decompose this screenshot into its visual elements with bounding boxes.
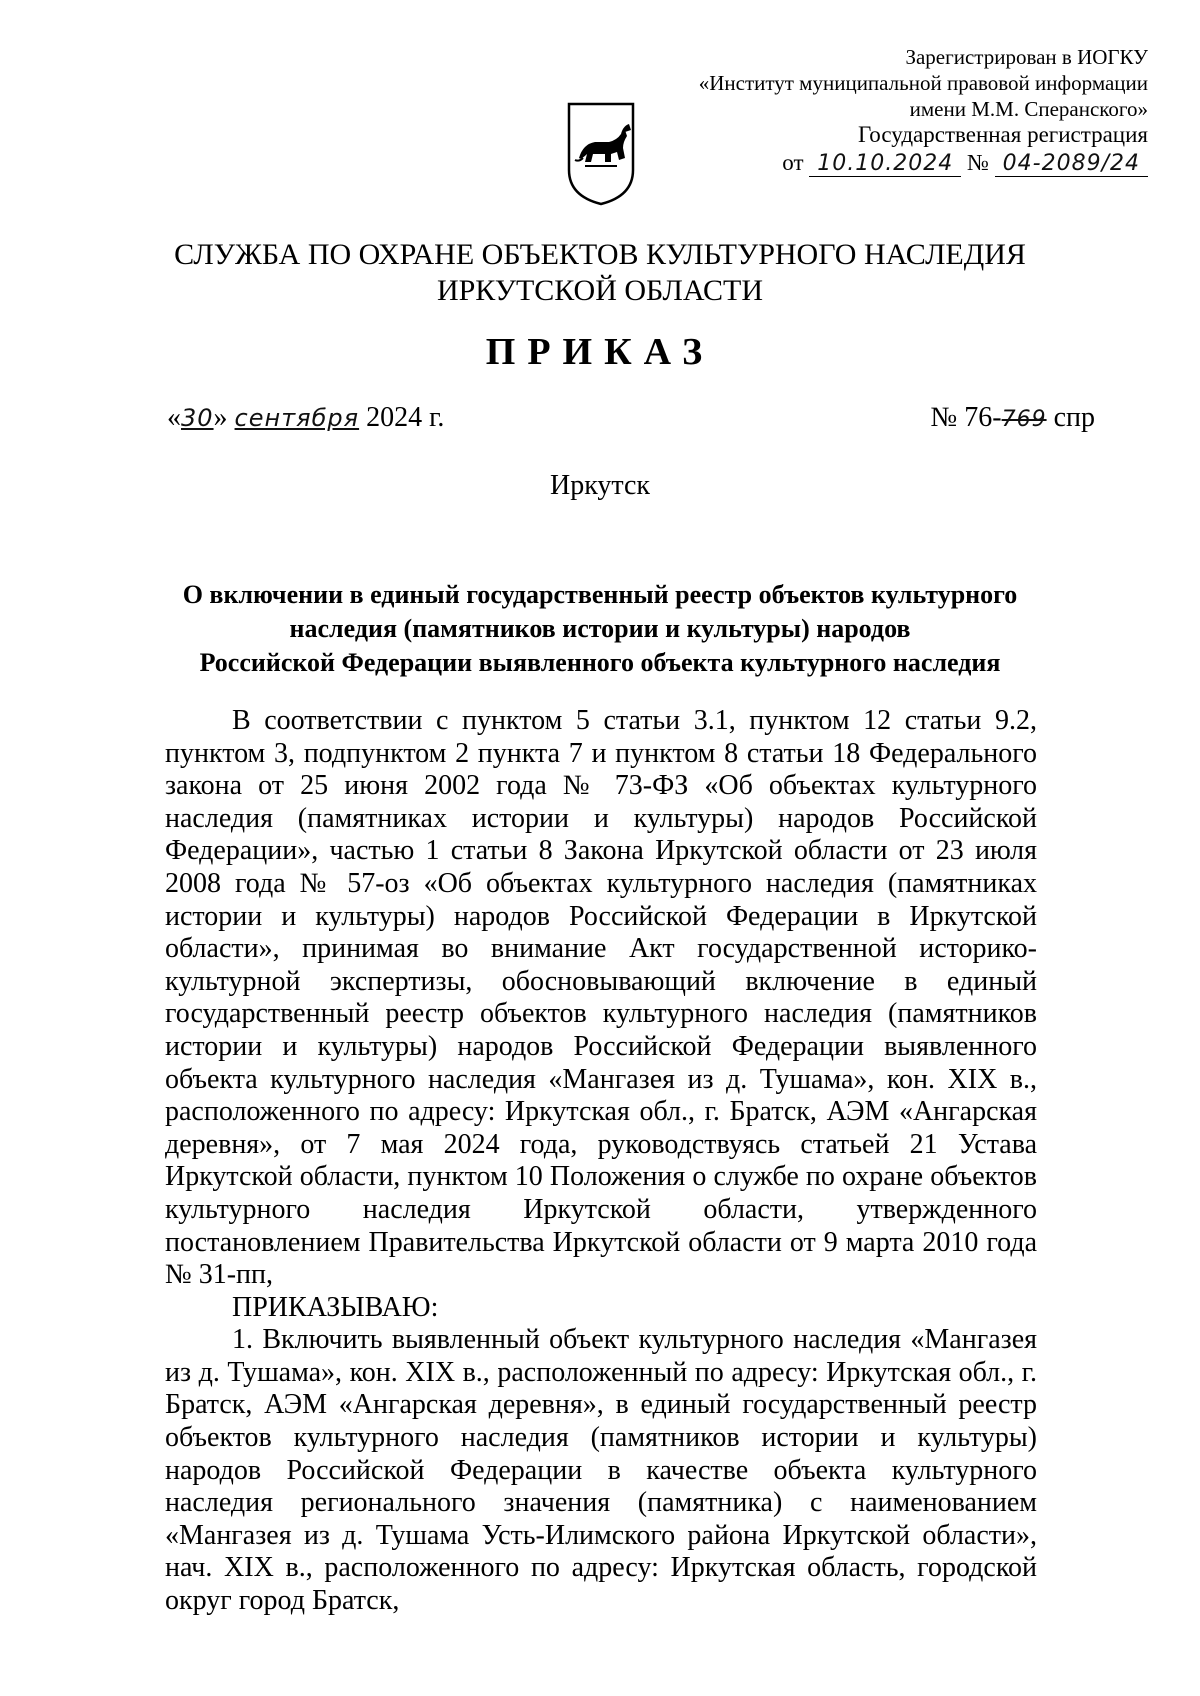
order-subject-line-2: наследия (памятников истории и культуры) народов [289, 614, 911, 643]
registration-line-4: Государственная регистрация [858, 122, 1148, 147]
order-date-month: сентября [234, 404, 360, 432]
registration-from-label: от [782, 150, 804, 175]
order-city: Иркутск [549, 470, 651, 501]
order-date [167, 402, 444, 434]
order-date-quote-close: » [213, 402, 228, 433]
agency-title [120, 237, 1080, 309]
order-number-prefix: № 76- [930, 402, 1002, 433]
registration-stamp [588, 44, 1148, 177]
order-subject [165, 578, 1035, 680]
order-number [931, 402, 1095, 434]
registration-line-1: Зарегистрирован в ИОГКУ [905, 45, 1148, 69]
agency-title-line-1: СЛУЖБА ПО ОХРАНЕ ОБЪЕКТОВ КУЛЬТУРНОГО НАСЛЕДИЯ [174, 238, 1026, 271]
order-date-quote-open: « [167, 402, 181, 433]
irkutsk-coat-of-arms-icon [565, 100, 637, 208]
document-type-title: ПРИКАЗ [485, 331, 715, 373]
registration-number: 04-2089/24 [995, 152, 1148, 177]
agency-title-line-2: ИРКУТСКОЙ ОБЛАСТИ [436, 274, 764, 307]
order-command-word: ПРИКАЗЫВАЮ: [232, 1291, 439, 1323]
registration-date: 10.10.2024 [809, 152, 961, 177]
order-subject-line-3: Российской Федерации выявленного объекта культурного наследия [199, 648, 1001, 677]
registration-line-2: «Институт муниципальной правовой информации [698, 71, 1148, 95]
order-number-handwritten: 769 [1001, 407, 1047, 432]
order-date-year: 2024 г. [366, 402, 445, 433]
registration-date-number [588, 150, 1148, 177]
registration-line-3: имени М.М. Сперанского» [909, 97, 1148, 121]
registration-number-label: № [966, 150, 989, 175]
order-preamble: В соответствии с пунктом 5 статьи 3.1, пунктом 12 статьи 9.2, пунктом 3, подпунктом 2 пункта 7 и пунктом 8 статьи 18 Федерального закона от 25 июня 2002 года № 73-ФЗ «Об объектах культурного наследия (памятниках истории и культуры) народов Российской Федерации», частью 1 статьи 8 Закона Иркутской области от 23 июля 2008 года № 57-оз «Об объектах культурного наследия (памятниках истории и культуры) народов Российской Федерации в Иркутской области», принимая во внимание Акт государственной историко-культурной экспертизы, обосновывающий включение в единый государственный реестр объектов культурного наследия (памятников истории и культуры) народов Российской Федерации выявленного объекта культурного наследия «Мангазея из д. Тушама», кон. XIX в., расположенного по адресу: Иркутская обл., г. Братск, АЭМ «Ангарская деревня», от 7 мая 2024 года, руководствуясь статьей 21 Устава Иркутской области, пунктом 10 Положения о службе по охране объектов культурного наследия Иркутской области, утвержденного постановлением Правительства Иркутской области от 9 марта 2010 года № 31-пп, [165, 705, 1037, 1291]
order-body [165, 705, 1037, 1618]
order-date-day: 30 [181, 404, 214, 432]
order-number-suffix: спр [1053, 402, 1095, 433]
order-subject-line-1: О включении в единый государственный реестр объектов культурного [182, 580, 1018, 609]
order-item-1: 1. Включить выявленный объект культурного наследия «Мангазея из д. Тушама», кон. XIX в., расположенный по адресу: Иркутская обл., г. Братск, АЭМ «Ангарская деревня», в единый государственный реестр объектов культурного наследия (памятников истории и культуры) народов Российской Федерации в качестве объекта культурного наследия регионального значения (памятника) с наименованием «Мангазея из д. Тушама Усть-Илимского района Иркутской области», нач. XIX в., расположенного по адресу: Иркутская область, городской округ город Братск, [165, 1324, 1037, 1617]
